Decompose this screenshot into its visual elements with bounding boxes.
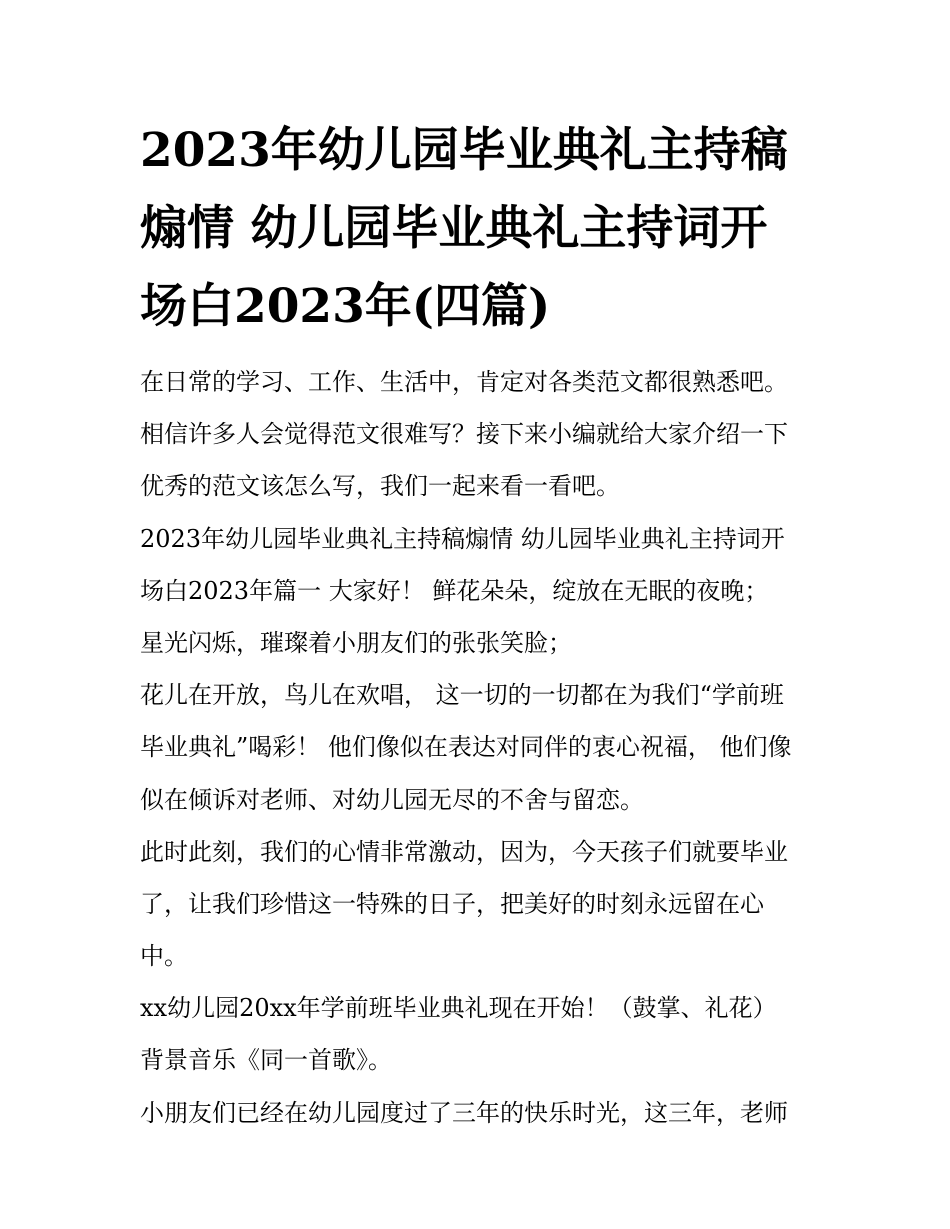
body-line: 优秀的范文该怎么写，我们一起来看一看吧。 (140, 472, 620, 501)
title-line: 煽情 幼儿园毕业典礼主持词开 (140, 201, 768, 256)
body-line: 了，让我们珍惜这一特殊的日子，把美好的时刻永远留在心 (140, 889, 764, 918)
body-line: 2023年幼儿园毕业典礼主持稿煽情 幼儿园毕业典礼主持词开 (140, 524, 785, 553)
body-line: 毕业典礼”喝彩！ 他们像似在表达对同伴的衷心祝福， 他们像 (140, 733, 792, 762)
document-title (140, 112, 820, 346)
body-line: 场白2023年篇一 大家好！ 鲜花朵朵，绽放在无眠的夜晚； (140, 576, 769, 605)
body-line: 星光闪烁，璀璨着小朋友们的张张笑脸； (140, 628, 572, 657)
body-line: 相信许多人会觉得范文很难写？接下来小编就给大家介绍一下 (140, 420, 788, 449)
body-line: 小朋友们已经在幼儿园度过了三年的快乐时光，这三年，老师 (140, 1098, 788, 1127)
body-line: 花儿在开放，鸟儿在欢唱， 这一切的一切都在为我们“学前班 (140, 681, 784, 710)
title-line: 场白2023年(四篇) (140, 279, 551, 334)
body-line: 在日常的学习、工作、生活中，肯定对各类范文都很熟悉吧。 (140, 368, 788, 396)
body-line: 似在倾诉对老师、对幼儿园无尽的不舍与留恋。 (140, 785, 644, 814)
body-line: xx幼儿园20xx年学前班毕业典礼现在开始！（鼓掌、礼花） (140, 994, 777, 1023)
document-body (140, 356, 830, 1139)
body-line: 中。 (140, 942, 188, 971)
body-line: 背景音乐《同一首歌》。 (140, 1046, 392, 1075)
title-line: 2023年幼儿园毕业典礼主持稿 (140, 123, 788, 178)
body-line: 此时此刻，我们的心情非常激动，因为，今天孩子们就要毕业 (140, 837, 788, 866)
